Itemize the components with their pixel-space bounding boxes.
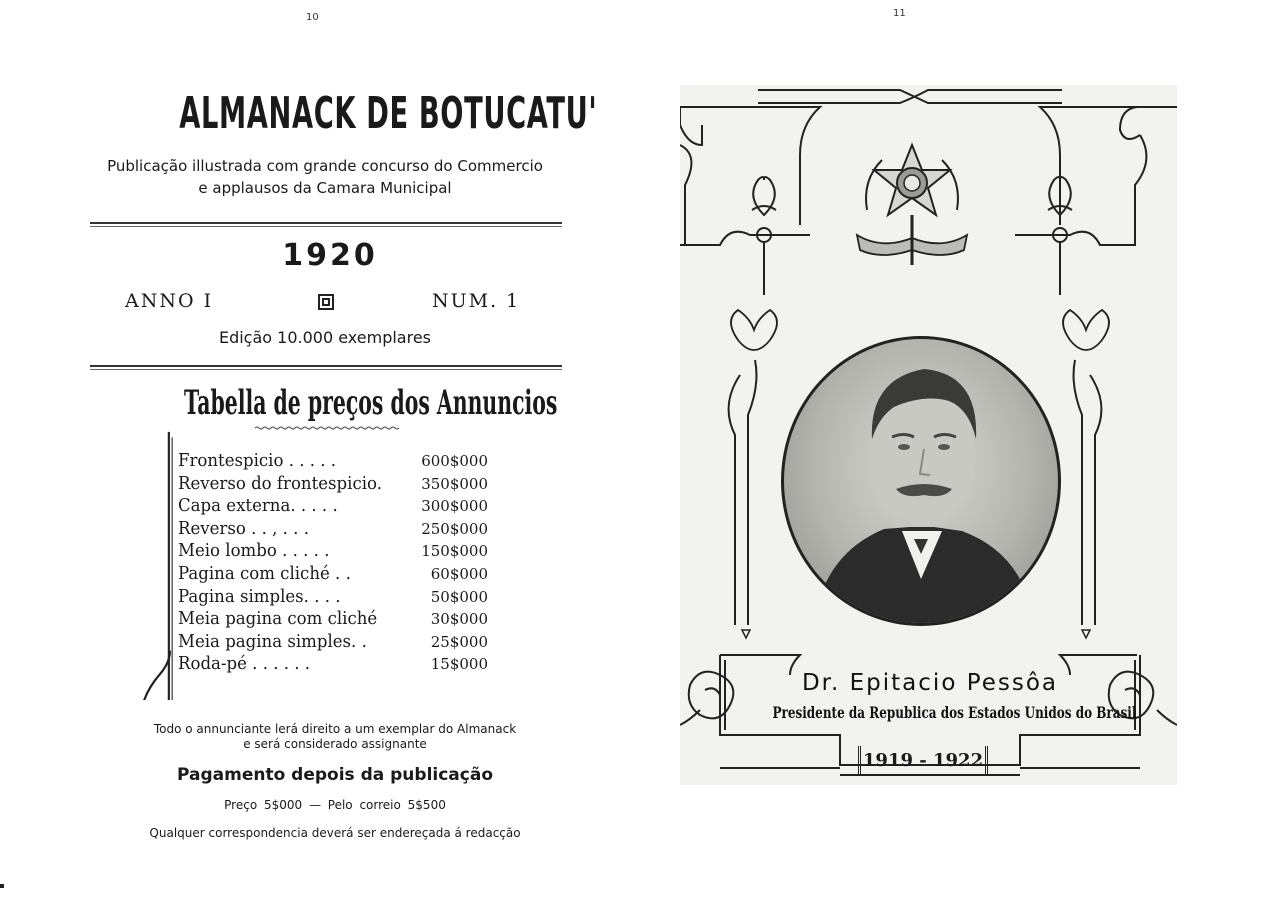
- price-line: Preço 5$000 — Pelo correio 5$500: [224, 798, 446, 812]
- note-line-2: e será considerado assignante: [243, 737, 427, 751]
- portrait-photo: [781, 336, 1061, 626]
- price-table-heading: Tabella de preços dos Annuncios: [184, 383, 558, 423]
- price-item: Roda-pé . . . . . .: [178, 653, 311, 675]
- year: 1920: [282, 238, 378, 273]
- price-row: [178, 473, 488, 496]
- price-item: Reverso do frontespicio.: [178, 472, 382, 494]
- payment-heading: Pagamento depois da publicação: [176, 765, 494, 785]
- price-item: Meio lombo . . . . .: [178, 540, 330, 562]
- price-list: [178, 450, 488, 676]
- price-value: 600$000: [421, 452, 488, 470]
- almanack-title: ALMANACK DE BOTUCATU': [179, 88, 598, 139]
- price-value: 50$000: [430, 587, 488, 606]
- middle-rule: [90, 365, 562, 370]
- price-row: [178, 450, 488, 473]
- person-title: Presidente da Republica dos Estados Unidos do Brasil: [772, 703, 1137, 722]
- price-value: 150$000: [421, 542, 488, 561]
- almanack-subtitle: [90, 155, 560, 199]
- price-item: Frontespicio . . . . .: [178, 450, 337, 471]
- price-item: Meia pagina com cliché: [178, 608, 378, 630]
- price-item: Pagina com cliché . .: [178, 562, 351, 584]
- subtitle-line-1: Publicação illustrada com grande concurso do Commercio: [107, 157, 543, 175]
- price-item: Pagina simples. . . .: [178, 585, 341, 607]
- price-row: [178, 563, 488, 586]
- price-row: [178, 495, 488, 518]
- price-value: 25$000: [430, 632, 488, 651]
- price-value: 350$000: [421, 474, 488, 493]
- price-row: [178, 518, 488, 541]
- correspondence-line: Qualquer correspondencia deverá ser endereçada á redacção: [149, 826, 521, 840]
- left-page-number: 10: [306, 12, 319, 23]
- price-row: [178, 540, 488, 563]
- num-label: NUM. 1: [432, 290, 521, 312]
- coat-of-arms-icon: [852, 140, 972, 270]
- price-value: 30$000: [430, 610, 488, 629]
- price-item: Reverso . . , . . .: [178, 517, 309, 539]
- price-row: [178, 631, 488, 654]
- price-value: 300$000: [421, 497, 488, 516]
- price-value: 250$000: [421, 519, 488, 538]
- person-name: Dr. Epitacio Pessôa: [801, 670, 1059, 696]
- subtitle-line-2: e applausos da Camara Municipal: [198, 179, 452, 197]
- square-ornament-icon: [318, 294, 334, 310]
- price-row: [178, 608, 488, 631]
- price-row: [178, 653, 488, 676]
- edition-text: Edição 10.000 exemplares: [218, 328, 432, 347]
- price-item: Meia pagina simples. .: [178, 630, 367, 652]
- note-line-1: Todo o annunciante lerá direito a um exemplar do Almanack: [153, 722, 517, 736]
- price-value: 60$000: [430, 564, 488, 583]
- annunciante-note: [100, 722, 570, 752]
- price-row: [178, 586, 488, 609]
- scan-mark: [0, 884, 4, 888]
- term-years: 1919 - 1922: [858, 746, 988, 776]
- anno-label: ANNO I: [125, 290, 214, 312]
- top-rule: [90, 222, 562, 227]
- right-page-number: 11: [893, 8, 906, 19]
- price-value: 15$000: [430, 655, 488, 674]
- person-illustration: [784, 339, 1058, 623]
- price-item: Capa externa. . . . .: [178, 495, 338, 517]
